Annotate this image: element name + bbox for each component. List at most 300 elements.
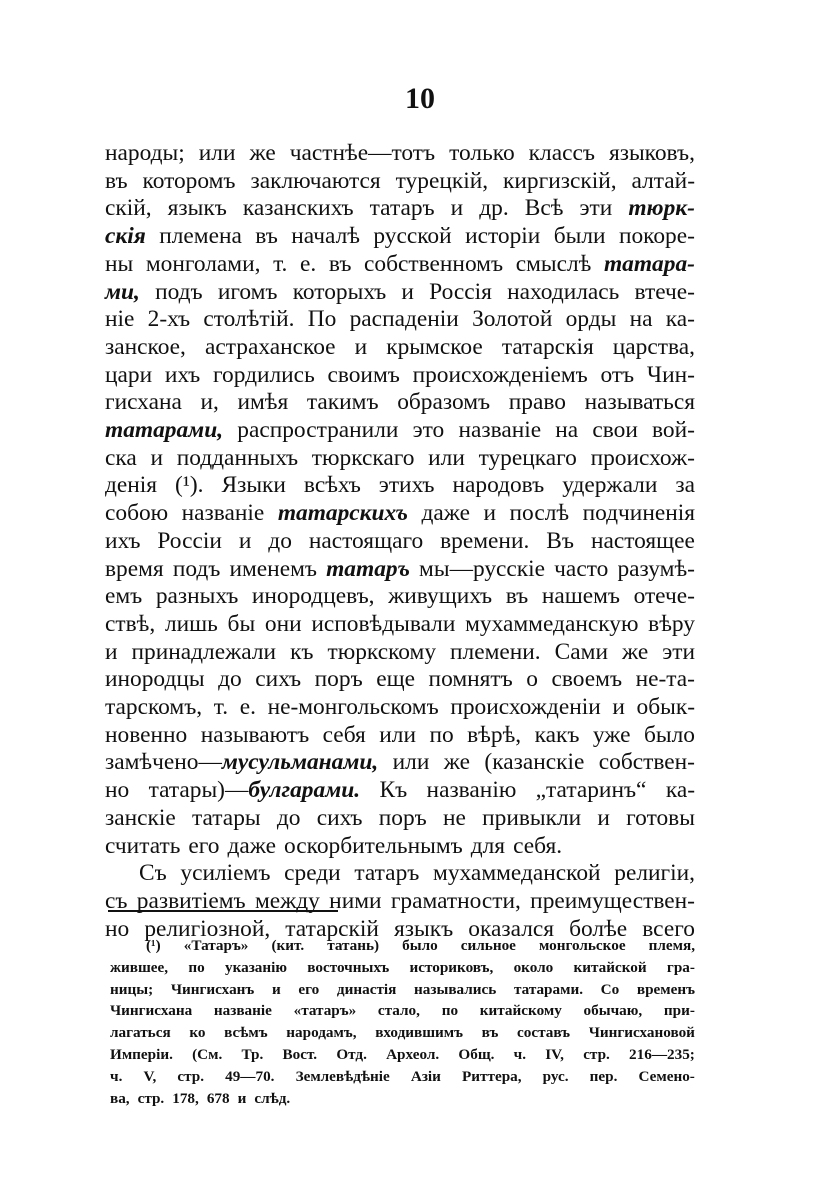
word: по [441,1002,459,1020]
word: Россія [429,278,492,305]
word: столѣтій. [203,306,295,333]
word: V, [143,1067,157,1085]
word: подчиненія [582,500,695,527]
word: и [354,333,368,360]
word: своемъ [551,666,623,693]
word: названіе [458,417,542,444]
word: Чин- [646,361,695,388]
word: Отд. [336,1045,367,1063]
word: подданныхъ [176,444,299,471]
word: языковъ, [608,140,695,166]
word: за [675,472,695,499]
word: религіи, [614,860,695,887]
word: По [307,306,337,333]
word: мухаммеданской [433,860,601,887]
word: же [249,140,276,166]
word: тюркскаго [311,444,415,471]
word: образомъ [397,389,491,416]
word: Семено- [638,1067,695,1085]
footnote [110,935,695,1109]
word: какъ [534,721,580,748]
word: «Татаръ» [183,937,249,954]
word: татарами, [105,417,224,444]
word: тюркскому [327,638,437,665]
word: среди [284,860,341,887]
word: Чингисхановой [588,1024,695,1042]
word: новенно [105,721,188,748]
word: ницы; [110,980,154,998]
word: и [150,444,164,471]
word: или [392,749,430,776]
word: племя, [648,937,695,954]
word: народы; [105,140,185,166]
text-line [105,223,695,251]
word: принадлежали [131,638,277,665]
word: лагаться [110,1024,171,1042]
word: на [629,306,653,333]
word: по [188,958,205,976]
word: или [428,444,465,471]
word: (казанскіе [484,749,585,776]
word: ва, [110,1089,130,1107]
word: эти [662,638,695,665]
word: собою [105,500,169,527]
word: ними [329,887,382,914]
word: татарскія [501,333,594,360]
word: время [105,555,164,582]
text-line [105,195,695,223]
word: языкъ [167,195,227,222]
word: инородцы [105,666,205,693]
word: языкъ [394,915,454,942]
text-line [105,389,695,417]
text-line [105,251,695,279]
word: и [401,278,414,305]
word: себя. [513,832,563,859]
word: и [612,694,625,721]
word: русской [373,223,452,250]
word: татаръ [354,860,420,887]
word: инородцевъ, [251,583,375,610]
word: разумѣ- [617,555,695,582]
word: были [553,223,606,250]
word: отъ [600,361,635,388]
word: историковъ, [409,958,494,976]
word: денія [105,472,158,499]
word: его [298,980,320,998]
word: въ [505,583,529,610]
word: составъ [517,1024,571,1042]
word: Россіи [157,527,222,554]
word: занскіе [105,804,176,831]
word: подъ [155,278,203,305]
word: же [621,638,649,665]
word: къ [290,638,314,665]
word: татарскій [285,915,379,942]
word: Имперіи. [110,1045,173,1063]
word: но [105,915,130,942]
word: „татаринъ“ [535,777,647,804]
word: привыкли [482,804,582,831]
word: удержали [562,472,658,499]
word: собственномъ [364,250,504,277]
word: казанскихъ [242,195,354,222]
word: т. [273,250,288,277]
word: около [513,958,554,976]
word: народовъ [452,472,545,499]
page-number: 10 [405,82,435,115]
word: они [264,610,302,637]
text-line [105,362,695,390]
word: ч. [110,1067,123,1085]
text-line [105,528,695,556]
text-line [105,666,695,694]
word: покоре- [618,223,695,250]
word: именемъ [229,555,317,582]
text-line [105,583,695,611]
word: Общ. [458,1045,495,1063]
word: ч. [513,1045,527,1063]
word: распространили [237,417,399,444]
word: втече- [634,278,695,305]
word: частнѣе—тотъ [289,140,436,166]
word: стало, [377,1002,420,1020]
word: право [508,389,566,416]
word: пер. [589,1067,618,1085]
word: ска [105,444,137,471]
word: которомъ [142,167,236,194]
word: игомъ [217,278,278,305]
word: въ [105,167,128,194]
word: отече- [633,583,695,610]
word: которыхъ [292,278,387,305]
word: стр. [137,1089,165,1107]
footnote-line [110,1066,695,1088]
word: ихъ [164,361,201,388]
word: собствен- [598,749,695,776]
word: Чингисханъ [170,980,255,998]
word: восточныхъ [307,958,390,976]
word: не-монгольскомъ [267,694,439,721]
word: заключаются [250,167,381,194]
word: гисхана [105,389,182,416]
word: (кит. [271,937,305,954]
text-line [105,472,695,500]
text-line [105,777,695,805]
word: разныхъ [155,583,239,610]
word: племена [159,223,242,250]
word: и [238,527,252,554]
word: его [188,832,220,859]
text-line [105,500,695,528]
word: и [237,1089,247,1107]
word: татарами. [513,980,583,998]
word: для [470,832,506,859]
word: стр. [583,1045,610,1063]
word: Со [600,980,620,998]
word: Въ [546,527,574,554]
word: до [276,804,301,831]
word: гордились [212,361,315,388]
word: называться [584,389,695,416]
word: съ [105,887,128,914]
text-line [105,639,695,667]
word: вой- [652,417,695,444]
word: указанію [225,958,287,976]
word: (См. [192,1045,223,1063]
word: бы [227,610,256,637]
word: ка- [665,306,695,333]
word: и [597,804,610,831]
text-line [105,445,695,473]
word: только [449,140,515,166]
word: нашемъ [541,583,621,610]
word: Археол. [386,1045,440,1063]
word: распаденіи [349,306,459,333]
text-line [105,168,695,196]
word: поръ [314,666,363,693]
word: настоящее [590,527,695,554]
text-line [105,279,695,307]
word: всѣмъ [224,1024,268,1042]
word: скія [105,223,146,250]
word: IV, [545,1045,564,1063]
word: ихъ [105,527,141,554]
word: назывались [414,980,497,998]
word: временъ [636,980,695,998]
word: рус. [542,1067,569,1085]
word: Сами [554,638,608,665]
word: (¹) [146,937,161,954]
word: Съ [139,860,167,887]
word: болѣе [569,915,628,942]
word: оскорбительнымъ [284,832,463,859]
word: и [450,195,464,222]
word: киргизскій, [503,167,617,194]
word: вѣру [648,610,695,637]
word: турецкаго [478,444,577,471]
word: ко [189,1024,206,1042]
word: ніе [105,306,135,333]
word: тарскомъ, [105,694,203,721]
word: обык- [636,694,695,721]
word: татара- [603,250,695,277]
word: сильное [460,937,516,954]
word: подъ [172,555,221,582]
word: занское, [105,333,186,360]
text-line [105,334,695,362]
word: турецкій, [395,167,489,194]
word: религіозной, [144,915,271,942]
footnote-line [110,1000,695,1022]
word: ми, [105,278,140,305]
word: сихъ [316,804,363,831]
word: царства, [612,333,695,360]
text-line [105,306,695,334]
word: свои [592,417,638,444]
word: монгольское [538,937,626,954]
word: названію [426,777,517,804]
word: Риттера, [462,1067,522,1085]
word: или [379,721,416,748]
word: называютъ [200,721,310,748]
word: и [271,980,281,998]
word: себя [322,721,366,748]
word: монголами, [145,250,261,277]
word: это [412,417,445,444]
word: послѣ [509,500,570,527]
word: было [402,937,438,954]
word: или [198,140,236,166]
word: всего [642,915,695,942]
word: орды [565,306,617,333]
word: усиліемъ [180,860,271,887]
word: Золотой [472,306,553,333]
word: емъ [105,583,143,610]
word: настоящаго [308,527,424,554]
word: китайскому [479,1002,562,1020]
word: лишь [164,610,218,637]
text-line [105,556,695,584]
word: Всѣ [524,195,564,222]
word: эти [579,195,613,222]
word: не-та- [635,666,695,693]
word: исторіи [465,223,541,250]
word: е. [239,694,256,721]
word: происхож- [590,444,695,471]
word: развитіемъ [136,887,246,914]
footnote-rule [108,910,338,912]
word: часто [554,555,609,582]
word: живущихъ [388,583,493,610]
word: т. [213,694,229,721]
word: мухаммеданскую [465,610,639,637]
word: 178, [172,1089,199,1107]
word: 216—235; [629,1045,695,1063]
word: сихъ [255,666,302,693]
text-line [105,417,695,445]
word: даже [227,832,276,859]
word: по [429,721,454,748]
word: оказался [468,915,555,942]
word: смыслѣ [515,250,592,277]
word: вѣрѣ, [467,721,522,748]
word: татарскихъ [277,500,408,527]
word: жившее, [110,958,169,976]
footnote-line [110,1022,695,1044]
footnote-line [110,957,695,979]
word: слѣд. [254,1089,291,1107]
word: входившимъ [375,1024,463,1042]
word: еще [376,666,415,693]
word: Чингисхана [110,1002,193,1020]
body-text [105,140,695,943]
word: въ [481,1024,499,1042]
word: племени. [450,638,541,665]
word: при- [663,1002,695,1020]
word: граматности, [390,887,521,914]
word: татары)—булгарами. [148,777,361,804]
word: китайской [573,958,647,976]
word: народамъ, [286,1024,357,1042]
word: Языки [221,472,286,499]
word: происхожденіемъ [412,361,588,388]
text-line [105,860,695,888]
word: гра- [666,958,695,976]
word: тюрк- [628,195,695,222]
word: цари [105,361,153,388]
text-line [105,805,695,833]
word: мы—русскіе [419,555,546,582]
word: 2-хъ [147,306,191,333]
word: е. [300,250,317,277]
word: считать [105,832,181,859]
word: въ [328,250,352,277]
word: поръ [378,804,427,831]
word: татань) [327,937,380,954]
word: алтай- [631,167,695,194]
word: находилась [507,278,620,305]
word: скій, [105,195,152,222]
word: въ [255,223,278,250]
word: началѣ [291,223,360,250]
word: происхожденіи [450,694,601,721]
word: др. [479,195,509,222]
word: но [105,777,130,804]
word: Къ [379,777,408,804]
word: Тр. [241,1045,264,1063]
word: Вост. [282,1045,318,1063]
footnote-line [110,1044,695,1066]
word: готовы [626,804,695,831]
word: такимъ [306,389,379,416]
word: ны [105,250,134,277]
word: «татаръ» [293,1002,357,1020]
word: ка- [665,777,695,804]
text-line [105,140,695,168]
word: уже [592,721,631,748]
word: стр. [177,1067,205,1085]
word: своимъ [327,361,400,388]
word: Землевѣдѣніе [295,1067,390,1085]
word: династія [336,980,397,998]
word: до [218,666,242,693]
word: татары [192,804,261,831]
word: даже [421,500,470,527]
word: этихъ [378,472,435,499]
word: татаръ [326,555,410,582]
word: обычаю, [583,1002,643,1020]
word: между [254,887,320,914]
word: 49—70. [225,1067,275,1085]
word: астраханское [205,333,336,360]
word: исповѣдывали [311,610,456,637]
word: крымское [386,333,483,360]
word: замѣчено—мусульманами, [105,749,379,776]
word: Азіи [410,1067,441,1085]
word: татаръ [369,195,435,222]
footnote-line [110,935,695,957]
word: помнятъ [428,666,513,693]
word: ствѣ, [105,610,156,637]
text-line [105,611,695,639]
word: названіе [181,500,265,527]
word: классъ [528,140,595,166]
footnote-line [110,979,695,1001]
word: времени. [440,527,530,554]
word: имѣя [237,389,289,416]
word: на [555,417,579,444]
